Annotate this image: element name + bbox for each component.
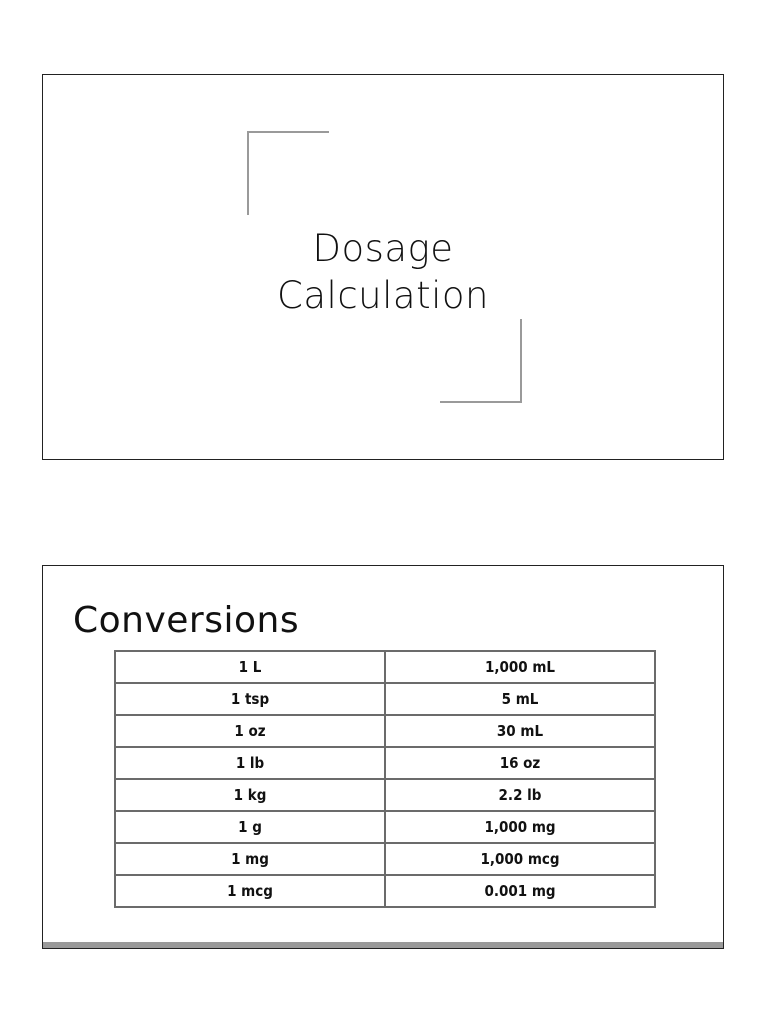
unit-cell: 1 kg	[115, 779, 385, 811]
corner-bracket-top-left	[247, 131, 329, 215]
equivalent-cell: 1,000 mL	[385, 651, 655, 683]
equivalent-cell: 1,000 mg	[385, 811, 655, 843]
table-row	[115, 683, 655, 715]
table-row	[115, 651, 655, 683]
slide-title	[43, 225, 723, 319]
equivalent-cell: 0.001 mg	[385, 875, 655, 907]
unit-cell: 1 mcg	[115, 875, 385, 907]
equivalent-cell: 1,000 mcg	[385, 843, 655, 875]
table-row	[115, 843, 655, 875]
table-row	[115, 875, 655, 907]
conversions-heading: Conversions	[73, 600, 300, 641]
unit-cell: 1 lb	[115, 747, 385, 779]
title-slide	[42, 74, 724, 460]
conversion-table	[114, 650, 656, 908]
table-row	[115, 779, 655, 811]
corner-bracket-bottom-right	[440, 319, 522, 403]
equivalent-cell: 16 oz	[385, 747, 655, 779]
table-row	[115, 715, 655, 747]
equivalent-cell: 30 mL	[385, 715, 655, 747]
unit-cell: 1 g	[115, 811, 385, 843]
table-row	[115, 747, 655, 779]
conversions-slide	[42, 565, 724, 949]
title-line-2: Calculation	[277, 274, 489, 317]
unit-cell: 1 oz	[115, 715, 385, 747]
unit-cell: 1 mg	[115, 843, 385, 875]
unit-cell: 1 tsp	[115, 683, 385, 715]
equivalent-cell: 2.2 lb	[385, 779, 655, 811]
unit-cell: 1 L	[115, 651, 385, 683]
equivalent-cell: 5 mL	[385, 683, 655, 715]
slide-bottom-bar	[43, 942, 723, 948]
title-line-1: Dosage	[312, 227, 454, 270]
table-row	[115, 811, 655, 843]
